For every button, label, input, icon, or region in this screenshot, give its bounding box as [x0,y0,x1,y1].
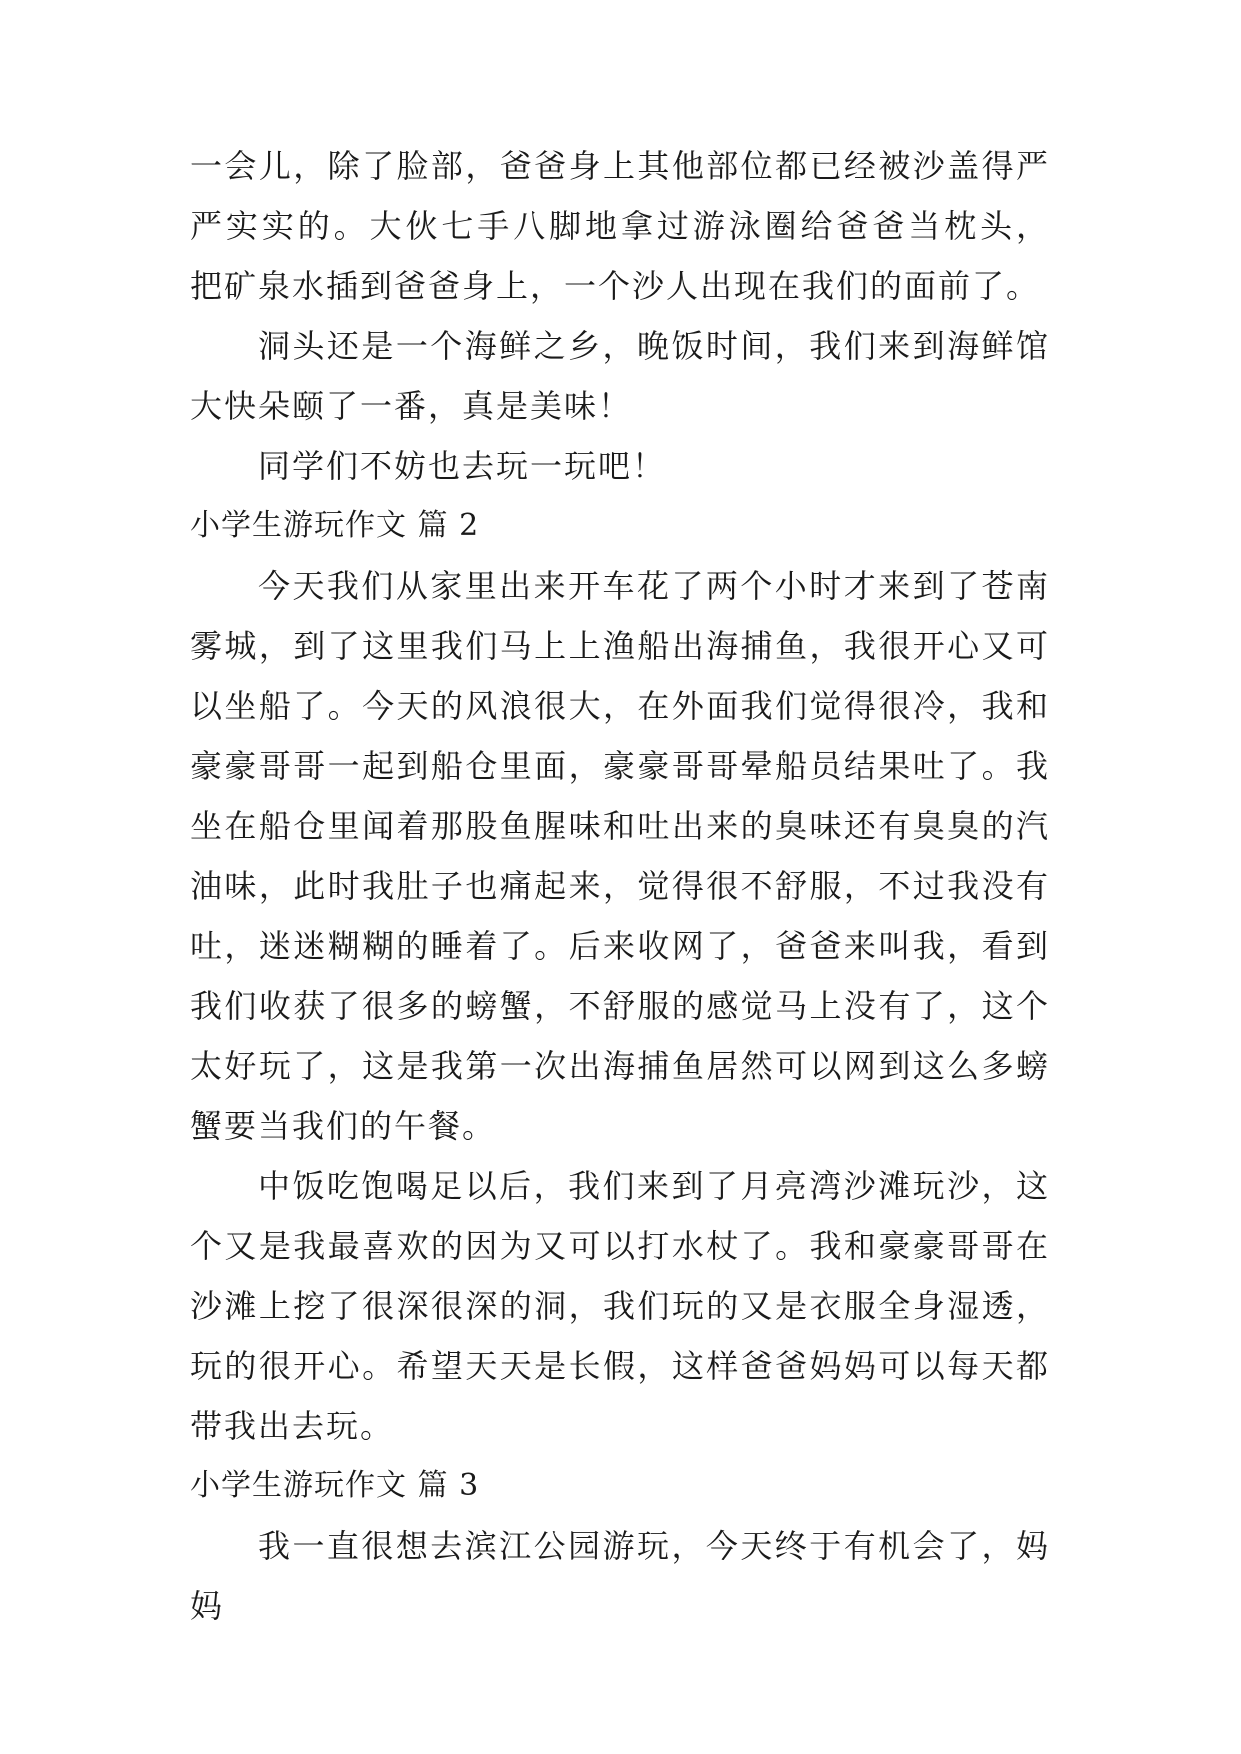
paragraph: 今天我们从家里出来开车花了两个小时才来到了苍南雾城，到了这里我们马上上渔船出海捕鱼，我很开心又可以坐船了。今天的风浪很大，在外面我们觉得很冷，我和豪豪哥哥一起到船仓里面，豪豪哥哥晕船员结果吐了。我坐在船仓里闻着那股鱼腥味和吐出来的臭味还有臭臭的汽油味，此时我肚子也痛起来，觉得很不舒服，不过我没有吐，迷迷糊糊的睡着了。后来收网了，爸爸来叫我，看到我们收获了很多的螃蟹，不舒服的感觉马上没有了，这个太好玩了，这是我第一次出海捕鱼居然可以网到这么多螃蟹要当我们的午餐。 [190,567,1050,1145]
paragraph: 中饭吃饱喝足以后，我们来到了月亮湾沙滩玩沙，这个又是我最喜欢的因为又可以打水杖了。我和豪豪哥哥在沙滩上挖了很深很深的洞，我们玩的又是衣服全身湿透，玩的很开心。希望天天是长假，这样爸爸妈妈可以每天都带我出去玩。 [190,1167,1050,1445]
section-heading: 小学生游玩作文 篇 2 [190,508,480,543]
paragraph: 洞头还是一个海鲜之乡，晚饭时间，我们来到海鲜馆大快朵颐了一番，真是美味！ [190,327,1050,425]
paragraph: 同学们不妨也去玩一玩吧！ [258,447,667,485]
paragraph: 我一直很想去滨江公园游玩，今天终于有机会了，妈妈 [190,1527,1050,1625]
document-body [190,136,1050,1636]
section-heading: 小学生游玩作文 篇 3 [190,1468,480,1503]
paragraph: 一会儿，除了脸部，爸爸身上其他部位都已经被沙盖得严严实实的。大伙七手八脚地拿过游泳圈给爸爸当枕头， 把矿泉水插到爸爸身上，一个沙人出现在我们的面前了。 [190,147,1050,305]
